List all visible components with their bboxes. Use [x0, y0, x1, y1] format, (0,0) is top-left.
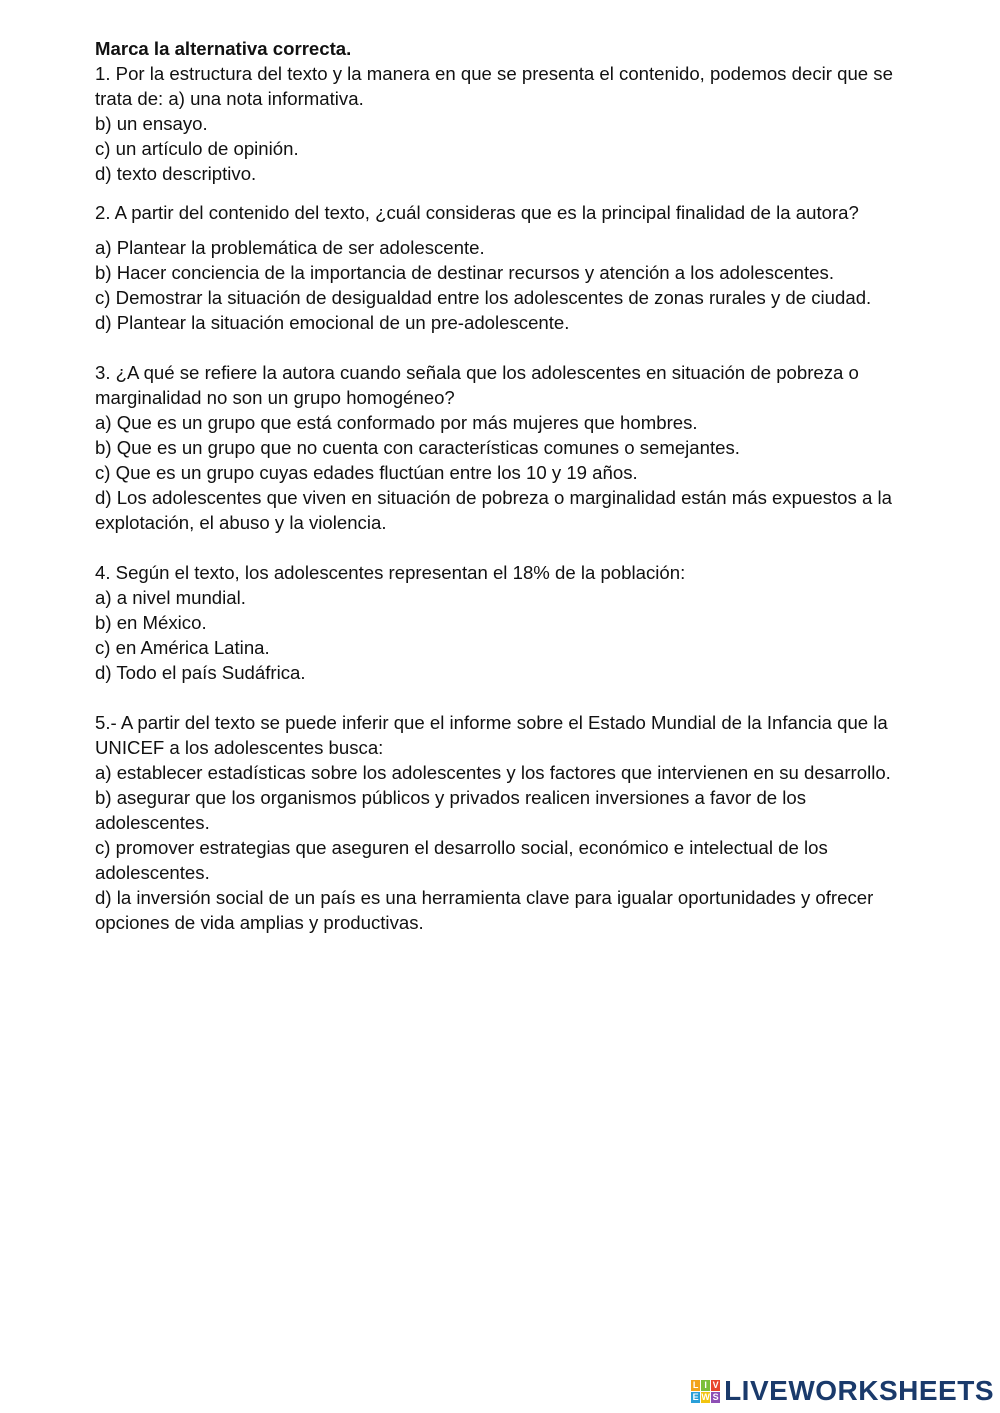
question-2-option-d: d) Plantear la situación emocional de un pre-adolescente. [95, 312, 570, 333]
question-1-option-c: c) un artículo de opinión. [95, 138, 299, 159]
question-2 [95, 200, 905, 335]
question-2-option-c: c) Demostrar la situación de desigualdad entre los adolescentes de zonas rurales y de ciudad. [95, 287, 872, 308]
logo-mark-tile: E [692, 1391, 699, 1402]
question-5-option-c: c) promover estrategias que aseguren el desarrollo social, económico e intelectual de los adolescentes. [95, 837, 828, 883]
question-4-option-a: a) a nivel mundial. [95, 587, 246, 608]
question-4-option-d: d) Todo el país Sudáfrica. [95, 662, 306, 683]
question-2-prompt: 2. A partir del contenido del texto, ¿cuál consideras que es la principal finalidad de la autora? [95, 202, 859, 223]
worksheet-page [95, 36, 905, 935]
liveworksheets-logo-icon [691, 1380, 720, 1403]
question-5-option-a: a) establecer estadísticas sobre los adolescentes y los factores que intervienen en su desarrollo. [95, 762, 891, 783]
liveworksheets-logo [691, 1371, 994, 1411]
question-4-option-b: b) en México. [95, 612, 207, 633]
liveworksheets-logo-text: LIVEWORKSHEETS [724, 1375, 994, 1406]
question-3-option-a: a) Que es un grupo que está conformado por más mujeres que hombres. [95, 412, 698, 433]
question-1 [95, 61, 905, 186]
question-5-option-b: b) asegurar que los organismos públicos y privados realicen inversiones a favor de los adolescentes. [95, 787, 807, 833]
question-3-prompt: 3. ¿A qué se refiere la autora cuando señala que los adolescentes en situación de pobreza o marginalidad no son un grupo homogéneo? [95, 362, 859, 408]
question-3-option-c: c) Que es un grupo cuyas edades fluctúan entre los 10 y 19 años. [95, 462, 638, 483]
question-5 [95, 710, 905, 935]
question-4-prompt: 4. Según el texto, los adolescentes representan el 18% de la población: [95, 562, 686, 583]
worksheet-heading: Marca la alternativa correcta. [95, 38, 352, 59]
question-5-prompt: 5.- A partir del texto se puede inferir que el informe sobre el Estado Mundial de la Infancia que la UNICEF a los adolescentes busca: [95, 712, 888, 758]
question-3-option-b: b) Que es un grupo que no cuenta con características comunes o semejantes. [95, 437, 740, 458]
question-1-option-b: b) un ensayo. [95, 113, 208, 134]
logo-mark-tile: L [692, 1379, 699, 1390]
question-1-option-d: d) texto descriptivo. [95, 163, 257, 184]
question-4-option-c: c) en América Latina. [95, 637, 270, 658]
logo-mark-tile: S [712, 1391, 719, 1402]
logo-mark-tile: W [701, 1391, 710, 1402]
question-3 [95, 360, 905, 535]
question-5-option-d: d) la inversión social de un país es una herramienta clave para igualar oportunidades y ofrecer opciones de vida amplias y productivas. [95, 887, 874, 933]
question-2-option-a: a) Plantear la problemática de ser adolescente. [95, 237, 485, 258]
logo-mark-tile: V [712, 1379, 719, 1390]
question-2-option-b: b) Hacer conciencia de la importancia de destinar recursos y atención a los adolescentes. [95, 262, 834, 283]
question-3-option-d: d) Los adolescentes que viven en situación de pobreza o marginalidad están más expuestos a la explotación, el abuso y la violencia. [95, 487, 892, 533]
question-4 [95, 560, 905, 685]
logo-mark-tile: I [701, 1380, 710, 1391]
question-1-prompt: 1. Por la estructura del texto y la manera en que se presenta el contenido, podemos decir que se trata de: a) una nota informativa. [95, 63, 893, 109]
